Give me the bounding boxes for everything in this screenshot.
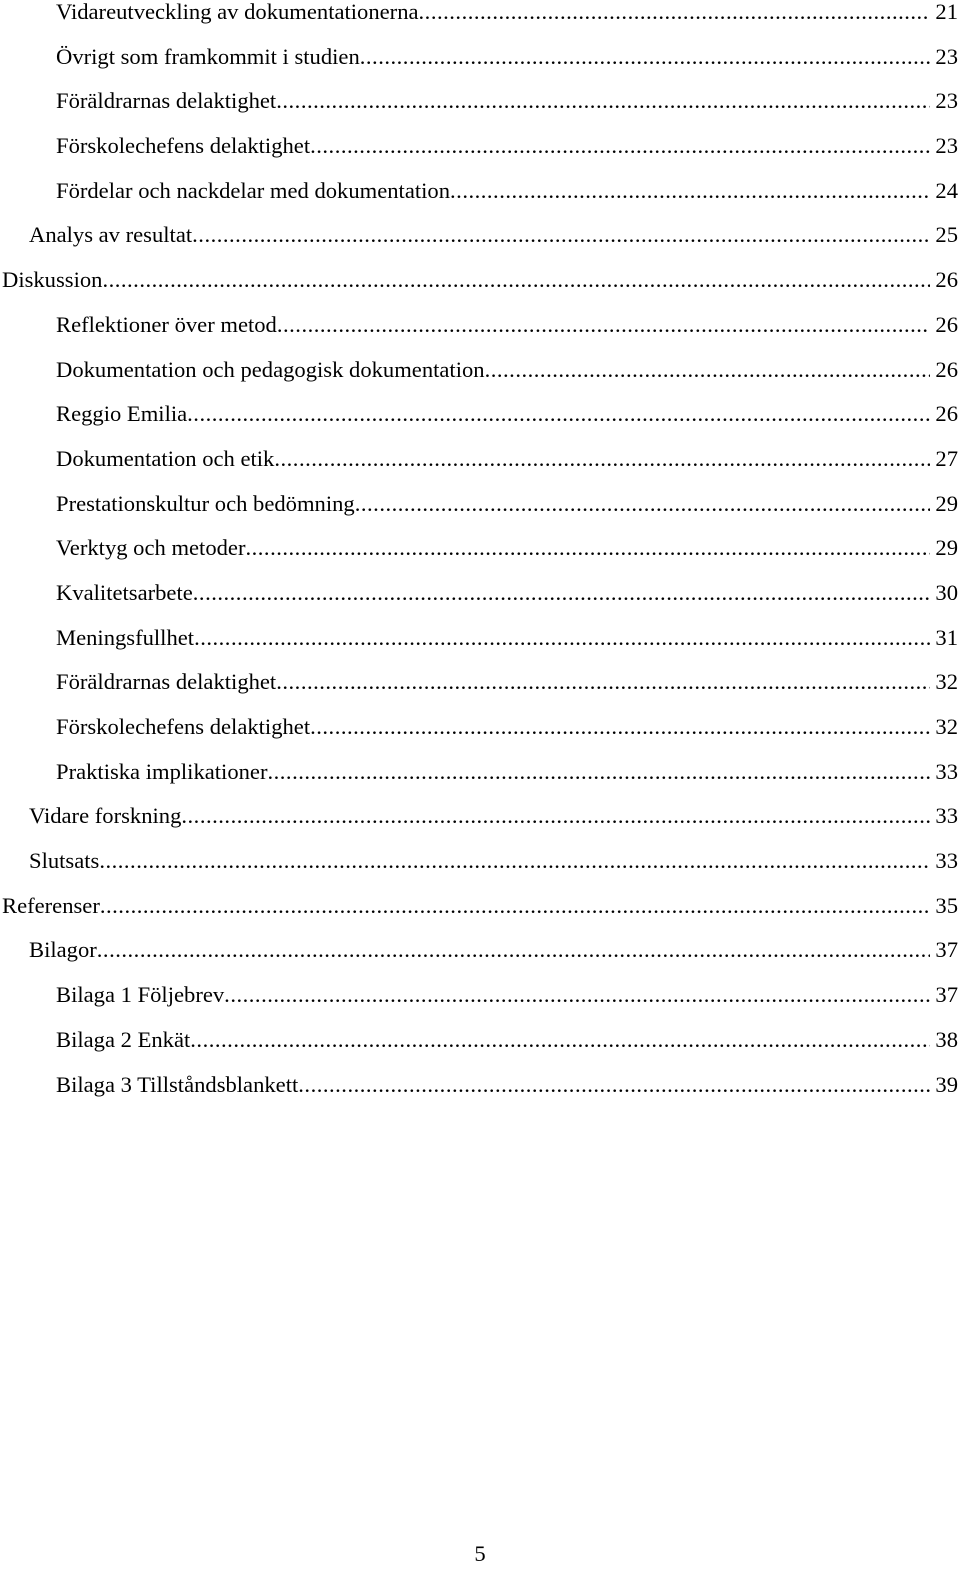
page-number: 5	[474, 1541, 486, 1566]
toc-entry-label: Analys av resultat	[29, 222, 193, 248]
toc-dot-leader	[194, 616, 930, 661]
toc-dot-leader	[355, 482, 931, 527]
toc-entry-label: Reflektioner över metod	[56, 311, 277, 337]
toc-entry-label: Förskolechefens delaktighet	[56, 714, 311, 739]
toc-entry-page: 38	[935, 1026, 958, 1052]
toc-entry-label: Bilaga 2 Enkät	[56, 1026, 191, 1052]
toc-entry[interactable]	[0, 79, 958, 124]
toc-entry[interactable]	[0, 705, 958, 750]
toc-entry-label: Föräldrarnas delaktighet	[56, 88, 277, 114]
toc-entry[interactable]	[0, 35, 958, 80]
toc-dot-leader	[224, 973, 930, 1018]
toc-entry-page: 31	[935, 624, 958, 650]
toc-entry-page: 23	[935, 88, 958, 114]
toc-entry-label: Dokumentation och pedagogisk dokumentation	[56, 356, 485, 382]
toc-entry-page: 35	[935, 892, 958, 918]
toc-entry[interactable]	[0, 392, 958, 437]
toc-dot-leader	[276, 660, 930, 705]
toc-dot-leader	[245, 526, 930, 571]
toc-entry-label: Slutsats	[29, 848, 100, 874]
toc-entry[interactable]	[0, 571, 958, 616]
toc-entry-label: Förskolechefens delaktighet	[56, 133, 311, 159]
toc-dot-leader	[298, 1063, 930, 1108]
toc-entry-page: 33	[935, 758, 958, 784]
toc-entry-page: 39	[935, 1071, 958, 1097]
toc-dot-leader	[310, 705, 930, 750]
toc-entry[interactable]	[0, 884, 958, 929]
toc-entry[interactable]	[0, 348, 958, 393]
toc-entry-label: Vidare forskning	[29, 803, 182, 829]
toc-entry[interactable]	[0, 928, 958, 973]
toc-entry-page: 32	[935, 714, 958, 739]
toc-entry-page: 32	[935, 669, 958, 695]
toc-entry-label: Prestationskultur och bedömning	[56, 490, 355, 516]
toc-entry-label: Bilaga 3 Tillståndsblankett	[56, 1071, 299, 1097]
toc-dot-leader	[100, 884, 931, 929]
toc-dot-leader	[190, 1018, 930, 1063]
toc-entry[interactable]	[0, 750, 958, 795]
toc-entry[interactable]	[0, 794, 958, 839]
toc-dot-leader	[102, 258, 930, 303]
toc-entry-page: 25	[935, 222, 958, 248]
toc-dot-leader	[310, 124, 930, 169]
toc-dot-leader	[99, 839, 930, 884]
toc-entry-label: Bilagor	[29, 937, 97, 963]
toc-entry-page: 24	[935, 177, 958, 203]
toc-dot-leader	[193, 571, 931, 616]
toc-entry-page: 26	[935, 267, 958, 293]
toc-entry[interactable]	[0, 660, 958, 705]
toc-entry[interactable]	[0, 213, 958, 258]
toc-entry-page: 26	[935, 311, 958, 337]
toc-dot-leader	[277, 303, 931, 348]
toc-entry-page: 37	[935, 937, 958, 963]
toc-entry-page: 37	[935, 982, 958, 1008]
toc-entry-label: Diskussion	[2, 267, 103, 293]
toc-entry-page: 29	[935, 535, 958, 561]
toc-entry[interactable]	[0, 169, 958, 214]
toc-dot-leader	[450, 169, 930, 214]
toc-entry[interactable]	[0, 0, 958, 35]
toc-entry[interactable]	[0, 526, 958, 571]
toc-dot-leader	[360, 35, 931, 80]
toc-dot-leader	[97, 928, 931, 973]
toc-entry-label: Föräldrarnas delaktighet	[56, 669, 277, 695]
toc-dot-leader	[274, 437, 930, 482]
toc-entry-page: 21	[935, 0, 958, 24]
toc-entry-page: 27	[935, 445, 958, 471]
toc-entry[interactable]	[0, 303, 958, 348]
toc-dot-leader	[181, 794, 930, 839]
toc-entry[interactable]	[0, 1018, 958, 1063]
toc-entry-label: Fördelar och nackdelar med dokumentation	[56, 177, 451, 203]
toc-entry[interactable]	[0, 839, 958, 884]
toc-entry[interactable]	[0, 258, 958, 303]
toc-entry-page: 23	[935, 133, 958, 159]
toc-entry-page: 33	[935, 848, 958, 874]
toc-entry-page: 23	[935, 43, 958, 69]
toc-entry-label: Praktiska implikationer	[56, 758, 268, 784]
toc-entry-label: Kvalitetsarbete	[56, 579, 193, 605]
toc-dot-leader	[485, 348, 931, 393]
toc-entry[interactable]	[0, 1063, 958, 1108]
toc-entry-label: Verktyg och metoder	[56, 535, 246, 561]
toc-entry-page: 29	[935, 490, 958, 516]
toc-dot-leader	[192, 213, 930, 258]
toc-entry-label: Vidareutveckling av dokumentationerna	[56, 0, 419, 24]
toc-entry-page: 33	[935, 803, 958, 829]
toc-dot-leader	[276, 79, 930, 124]
toc-entry[interactable]	[0, 124, 958, 169]
toc-dot-leader	[267, 750, 930, 795]
toc-entry-label: Bilaga 1 Följebrev	[56, 982, 225, 1008]
toc-dot-leader	[419, 0, 931, 35]
toc-entry-label: Övrigt som framkommit i studien	[56, 43, 360, 69]
toc-entry-page: 26	[935, 401, 958, 427]
toc-dot-leader	[187, 392, 930, 437]
toc-entry[interactable]	[0, 973, 958, 1018]
toc-entry[interactable]	[0, 437, 958, 482]
toc-entry-label: Reggio Emilia	[56, 401, 188, 427]
toc-entry-page: 30	[935, 579, 958, 605]
toc-entry-label: Meningsfullhet	[56, 624, 195, 650]
toc-entry-label: Dokumentation och etik	[56, 445, 275, 471]
toc-entry-label: Referenser	[2, 892, 100, 918]
toc-entry[interactable]	[0, 616, 958, 661]
toc-entry[interactable]	[0, 482, 958, 527]
toc-entry-page: 26	[935, 356, 958, 382]
